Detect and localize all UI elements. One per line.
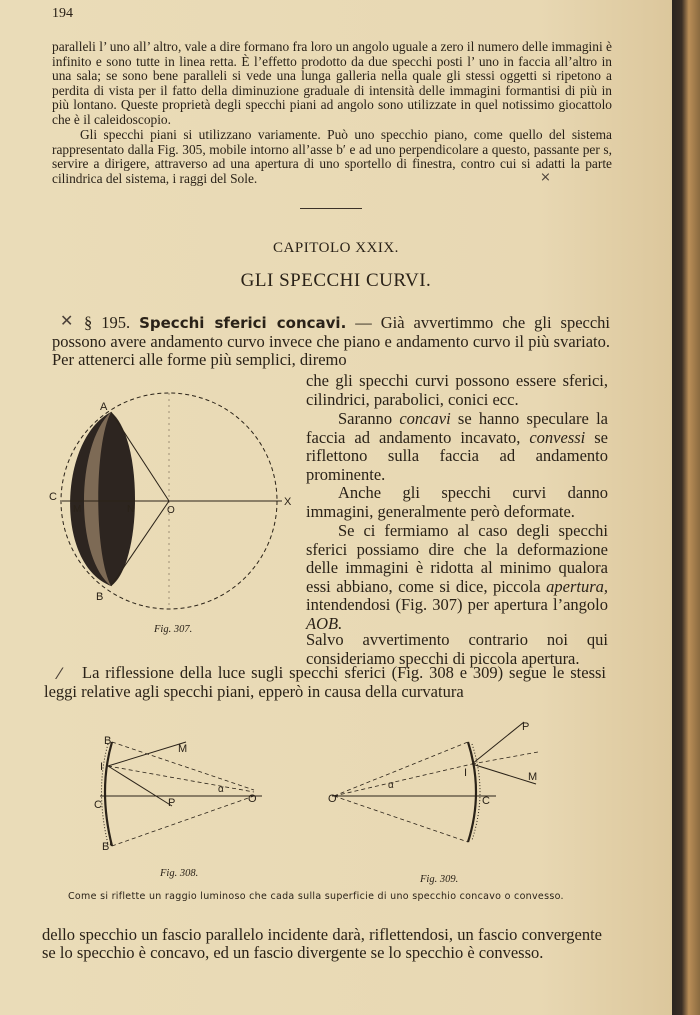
pencil-slash-icon: ⁄: [58, 664, 61, 683]
paragraph-plane-mirrors: Gli specchi piani si utilizzano variamente. Può uno specchio piano, come quello del sistema rappresentato dalla Fig. 305, mobile intorno all’asse b′ e ad uno perpendicolare a questo, passante per s, servire a dirigere, attraverso ad una apertura di uno sportello di finestra, contro cui si adatti la parte cilindrica del sistema, i raggi del Sole.: [52, 127, 612, 186]
paragraph-bottom: dello specchio un fascio parallelo incidente darà, riflettendosi, un fascio convergente se lo specchio è concavo, ed un fascio divergente se lo specchio è convesso.: [42, 925, 602, 962]
label-b-prime: B′: [102, 841, 112, 852]
ray-dashed-lower: [112, 796, 254, 846]
label-m: M: [528, 771, 538, 783]
section-intro: [52, 314, 610, 370]
text-span: se hanno speculare la faccia ad andamento incavato,: [306, 409, 608, 447]
label-i: I: [464, 767, 468, 779]
figures-joint-caption: Come si riflette un raggio luminoso che cada sulla superficie di uno specchio concavo o convesso.: [68, 891, 564, 902]
book-spine-edge: [672, 0, 700, 1015]
label-i: I: [100, 761, 104, 773]
reflected-ray: [108, 766, 172, 806]
normal-line: [334, 764, 472, 796]
label-alpha: α: [218, 784, 224, 795]
figure-309-caption: Fig. 309.: [420, 874, 459, 885]
reflected-ray: [472, 722, 524, 764]
chapter-title: GLI SPECCHI CURVI.: [240, 270, 432, 291]
text-wrap-2: [306, 410, 608, 484]
figure-308-diagram: [90, 730, 270, 852]
figure-309-diagram: [326, 712, 546, 846]
text-wrap-5: Salvo avvertimento contrario noi qui consideriamo specchi di piccola apertura.: [306, 630, 608, 668]
figure-307-caption: Fig. 307.: [154, 624, 193, 635]
label-p: P: [168, 797, 176, 809]
text-wrap-1: che gli specchi curvi possono essere sferici, cilindrici, parabolici, conici ecc.: [306, 371, 608, 409]
normal-line: [108, 766, 254, 792]
incident-ray: [108, 742, 186, 766]
label-o: O: [248, 793, 257, 805]
section-intro-text: — Già avvertimmo che gli specchi possono avere andamento curvo invece che piano e andamento curvo il più svariato. Per attenerci alle forme più semplici, diremo: [52, 313, 611, 369]
label-c: C: [482, 795, 490, 807]
label-o: O: [167, 505, 175, 516]
text-span: se riflettono sulla faccia ad andamento prominente.: [306, 427, 608, 484]
concave-mirror: [105, 742, 112, 846]
label-a: A: [100, 401, 108, 413]
paragraph-reflection: La riflessione della luce sugli specchi sferici (Fig. 308 e 309) segue le stessi leggi relative agli specchi piani, epperò in causa della curvatura: [44, 663, 606, 701]
label-n: N: [127, 504, 135, 515]
term-apertura: apertura,: [546, 576, 608, 596]
incident-ray: [472, 764, 536, 784]
chapter-label: CAPITOLO XXIX.: [273, 240, 399, 256]
label-c: C: [49, 491, 57, 503]
text-wrap-4: [306, 522, 608, 633]
convex-mirror: [468, 742, 476, 842]
term-aob: AOB.: [306, 613, 343, 633]
figure-308-caption: Fig. 308.: [160, 868, 199, 879]
label-b: B: [96, 591, 104, 603]
paragraph-kaleidoscope: paralleli l’ uno all’ altro, vale a dire formano fra loro un angolo uguale a zero il numero delle immagini è infinito e sono tutte in linea retta. È l’effetto prodotto da due specchi posti l’ uno in faccia all’altro in una sala; se sono bene paralleli si vede una lunga galleria nella quale gli stessi oggetti si ripetono a perdita di vista per il fatto della diminuzione graduale di intensità delle immagini formantisi di più in più lontano. Queste proprietà degli specchi piani ad angolo sono utilizzate in quel notissimo giocattolo che è il caleidoscopio.: [52, 39, 612, 127]
section-number: § 195.: [84, 313, 131, 332]
label-o: O: [328, 793, 337, 805]
text-span: Se ci fermiamo al caso degli specchi sferici possiamo dire che la deformazione delle immagini è ridotta al minimo qualora essi abbiano, come si dice, piccola: [306, 521, 608, 596]
label-x: X: [284, 496, 292, 508]
label-p: P: [522, 721, 530, 733]
section-divider: [300, 208, 362, 209]
figure-307-diagram: [44, 384, 304, 614]
term-convessi: convessi: [529, 427, 586, 447]
text-span: intendendosi (Fig. 307) per apertura l’angolo: [306, 595, 608, 614]
normal-extension: [472, 752, 538, 764]
section-title: Specchi sferici concavi.: [139, 314, 347, 332]
pencil-check-icon: ✕: [60, 311, 74, 330]
pencil-mark-icon: ⨯: [540, 170, 551, 185]
text-wrap-3: Anche gli specchi curvi danno immagini, generalmente però deformate.: [306, 483, 608, 521]
term-concavi: concavi: [399, 409, 451, 428]
label-m: M: [178, 743, 188, 755]
label-m: M: [73, 504, 82, 515]
ray-dashed-upper: [334, 742, 468, 796]
label-c: C: [94, 799, 102, 811]
label-b: B: [104, 735, 112, 747]
label-alpha: α: [388, 780, 394, 791]
ray-dashed-lower: [334, 796, 468, 842]
page-number: 194: [52, 6, 73, 21]
text-span: Saranno: [338, 409, 400, 428]
